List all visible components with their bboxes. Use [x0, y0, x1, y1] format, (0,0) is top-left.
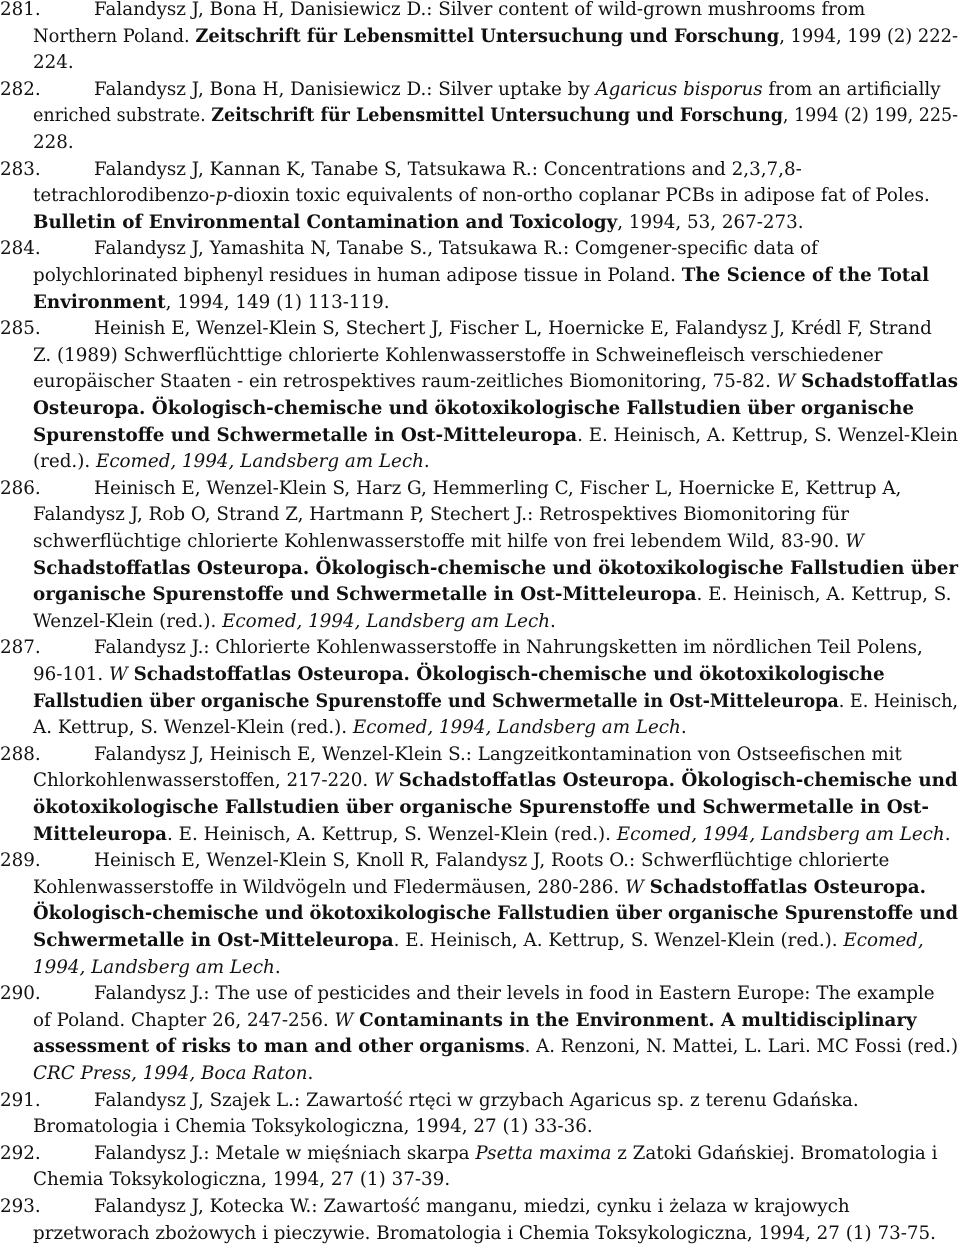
- reference-text: [33, 130, 74, 157]
- reference-line: [0, 316, 958, 343]
- reference-text: [94, 1141, 938, 1168]
- plain-text: Falandysz J, Bona H, Danisiewicz D.: Silver content of wild-grown mushrooms from: [94, 0, 866, 20]
- plain-text: 96-101.: [33, 663, 109, 685]
- plain-text: .: [307, 1062, 314, 1084]
- reference-line: [0, 609, 958, 636]
- reference-number: 287.: [0, 637, 41, 659]
- reference-text: [33, 1008, 917, 1035]
- italic-text: Ecomed, 1994, Landsberg am Lech: [95, 451, 424, 473]
- reference-line: [0, 24, 958, 51]
- plain-text: Falandysz J.: Metale w mięśniach skarpa: [94, 1142, 476, 1164]
- reference-entry: [0, 848, 958, 981]
- bold-text: Contaminants in the Environment. A multidisciplinary: [359, 1009, 917, 1031]
- plain-text: Falandysz J, Kotecka W.: Zawartość manganu, miedzi, cynku i żelaza w krajowych: [94, 1196, 850, 1217]
- reference-text: [33, 50, 74, 77]
- reference-text: [94, 742, 902, 769]
- reference-text: [33, 1221, 936, 1247]
- reference-number: 292.: [0, 1142, 41, 1164]
- reference-text: [94, 848, 889, 875]
- reference-entry: [0, 1194, 958, 1247]
- plain-text: Falandysz J, Kannan K, Tanabe S, Tatsukawa R.: Concentrations and 2,3,7,8-: [94, 158, 802, 180]
- reference-line: [0, 635, 958, 662]
- reference-text: [33, 928, 924, 955]
- plain-text: Bromatologia i Chemia Toksykologiczna, 1994, 27 (1) 33-36.: [33, 1116, 593, 1138]
- reference-text: [94, 77, 941, 104]
- plain-text: europäischer Staaten - ein retrospektives raum-zeitliches Biomonitoring, 75-82.: [33, 371, 777, 393]
- reference-line: [0, 901, 958, 928]
- italic-text: W: [625, 876, 644, 898]
- plain-text: polychlorinated biphenyl residues in human adipose tissue in Poland.: [33, 264, 682, 286]
- plain-text: tetrachlorodibenzo-: [33, 185, 216, 207]
- reference-line: [0, 1167, 958, 1194]
- reference-text: [94, 1194, 850, 1221]
- bold-text: Schadstoffatlas: [801, 371, 958, 393]
- plain-text: Falandysz J, Rob O, Strand Z, Hartmann P, Stechert J.: Retrospektives Biomonitoring für: [33, 504, 850, 526]
- reference-entry: [0, 981, 958, 1087]
- reference-line: [0, 396, 958, 423]
- plain-text: Heinisch E, Wenzel-Klein S, Harz G, Hemmerling C, Fischer L, Hoernicke E, Kettrup A,: [94, 477, 902, 499]
- reference-text: [33, 183, 930, 210]
- plain-text: Falandysz J.: The use of pesticides and their levels in food in Eastern Europe: The example: [94, 983, 935, 1005]
- reference-line: [0, 1114, 958, 1141]
- reference-text: [33, 343, 883, 370]
- reference-entry: [0, 742, 958, 848]
- bold-text: Zeitschrift für Lebensmittel Untersuchung und Forschung: [195, 25, 780, 47]
- bold-text: Environment: [33, 291, 166, 313]
- italic-text: Psetta maxima: [475, 1142, 612, 1164]
- reference-text: [33, 822, 951, 849]
- plain-text: , 1994, 199 (2) 222-: [779, 25, 959, 47]
- reference-text: [33, 1167, 450, 1194]
- italic-text: CRC Press, 1994, Boca Raton: [33, 1062, 308, 1084]
- plain-text: . E. Heinisch, A. Kettrup, S. Wenzel-Klein (red.).: [393, 929, 844, 951]
- reference-text: [33, 1114, 593, 1141]
- bold-text: Schadstoffatlas Osteuropa.: [649, 876, 926, 898]
- reference-number: 285.: [0, 318, 41, 340]
- reference-number: 283.: [0, 158, 41, 180]
- plain-text: from an artificially: [762, 78, 941, 100]
- plain-text: .: [549, 610, 556, 632]
- reference-text: [33, 290, 390, 317]
- plain-text: (red.).: [33, 451, 96, 473]
- reference-entry: [0, 0, 958, 77]
- bold-text: The Science of the Total: [681, 264, 930, 286]
- plain-text: .: [274, 956, 281, 978]
- reference-line: [0, 369, 958, 396]
- reference-line: [0, 210, 958, 237]
- reference-line: [0, 529, 958, 556]
- reference-text: [33, 768, 958, 795]
- italic-text: Ecomed, 1994, Landsberg am Lech: [352, 717, 681, 739]
- reference-text: [33, 502, 849, 529]
- reference-line: [0, 689, 958, 716]
- reference-line: [0, 423, 958, 450]
- reference-entry: [0, 1141, 958, 1194]
- reference-line: [0, 103, 958, 130]
- reference-line: [0, 183, 958, 210]
- reference-entry: [0, 157, 958, 237]
- reference-line: [0, 263, 958, 290]
- plain-text: Z. (1989) Schwerflüchttige chlorierte Kohlenwasserstoffe in Schweinefleisch verschiedener: [33, 344, 883, 366]
- reference-line: [0, 130, 958, 157]
- plain-text: Falandysz J, Bona H, Danisiewicz D.: Silver uptake by: [94, 78, 596, 100]
- bold-text: Bulletin of Environmental Contamination and Toxicology: [33, 211, 618, 233]
- plain-text: Falandysz J, Szajek L.: Zawartość rtęci w grzybach Agaricus sp. z terenu Gdańska.: [94, 1089, 859, 1111]
- reference-text: [33, 556, 958, 583]
- reference-text: [33, 795, 929, 822]
- plain-text: .: [423, 451, 430, 473]
- plain-text: A. Kettrup, S. Wenzel-Klein (red.).: [33, 717, 353, 739]
- reference-text: [33, 103, 958, 130]
- reference-text: [94, 0, 865, 24]
- reference-number: 290.: [0, 983, 41, 1005]
- reference-line: [0, 1088, 958, 1115]
- plain-text: Heinish E, Wenzel-Klein S, Stechert J, Fischer L, Hoernicke E, Falandysz J, Krédl F, Strand: [94, 318, 932, 340]
- bold-text: Zeitschrift für Lebensmittel Untersuchung und Forschung: [211, 105, 783, 127]
- reference-line: [0, 742, 958, 769]
- reference-line: [0, 875, 958, 902]
- plain-text: schwerflüchtige chlorierte Kohlenwasserstoffe mit hilfe von frei lebendem Wild, 83-90.: [33, 530, 846, 552]
- plain-text: .: [680, 717, 687, 739]
- reference-line: [0, 77, 958, 104]
- bold-text: assessment of risks to man and other organisms: [33, 1036, 525, 1058]
- plain-text: przetworach zbożowych i pieczywie. Bromatologia i Chemia Toksykologiczna, 1994, 27 (1) 73-75.: [33, 1222, 936, 1244]
- reference-line: [0, 1061, 958, 1088]
- reference-text: [94, 316, 932, 343]
- italic-text: W: [845, 530, 865, 552]
- reference-line: [0, 50, 958, 77]
- reference-text: [33, 396, 914, 423]
- bold-text: Mitteleuropa: [33, 823, 168, 845]
- reference-entry: [0, 316, 958, 476]
- reference-text: [33, 449, 430, 476]
- bold-text: organische Spurenstoffe und Schwermetalle in Ost-Mitteleuropa: [33, 584, 697, 606]
- bold-text: Schadstoffatlas Osteuropa. Ökologisch-chemische und ökotoxikologische: [133, 663, 885, 685]
- reference-line: [0, 582, 958, 609]
- italic-text: Ecomed, 1994, Landsberg am Lech: [616, 823, 945, 845]
- reference-line: [0, 1008, 958, 1035]
- reference-number: 282.: [0, 78, 41, 100]
- reference-line: [0, 0, 958, 24]
- plain-text: Kohlenwasserstoffe in Wildvögeln und Fledermäusen, 280-286.: [33, 876, 626, 898]
- italic-text: 1994, Landsberg am Lech: [33, 956, 275, 978]
- bold-text: Schwermetalle in Ost-Mitteleuropa: [33, 929, 394, 951]
- plain-text: Falandysz J, Yamashita N, Tanabe S., Tatsukawa R.: Comgener-specific data of: [94, 238, 818, 260]
- reference-text: [33, 423, 958, 450]
- italic-text: W: [108, 663, 128, 685]
- plain-text: . E. Heinisch, A. Kettrup, S. Wenzel-Klein (red.).: [167, 823, 617, 845]
- reference-line: [0, 662, 958, 689]
- plain-text: . E. Heinisch, A. Kettrup, S. Wenzel-Klein: [577, 424, 959, 446]
- reference-line: [0, 449, 958, 476]
- reference-line: [0, 1221, 958, 1247]
- reference-line: [0, 556, 958, 583]
- plain-text: Falandysz J, Heinisch E, Wenzel-Klein S.: Langzeitkontamination von Ostseefischen mit: [94, 743, 902, 765]
- plain-text: . E. Heinisch,: [838, 690, 958, 712]
- reference-text: [33, 955, 281, 982]
- plain-text: Wenzel-Klein (red.).: [33, 610, 223, 632]
- plain-text: -dioxin toxic equivalents of non-ortho coplanar PCBs in adipose fat of Poles.: [227, 185, 930, 207]
- reference-number: 289.: [0, 850, 41, 872]
- reference-line: [0, 981, 958, 1008]
- bold-text: Spurenstoffe und Schwermetalle in Ost-Mitteleuropa: [33, 424, 578, 446]
- reference-line: [0, 715, 958, 742]
- plain-text: Chemia Toksykologiczna, 1994, 27 (1) 37-39.: [33, 1169, 451, 1191]
- reference-line: [0, 157, 958, 184]
- plain-text: , 1994 (2) 199, 225-: [782, 105, 958, 127]
- reference-line: [0, 795, 958, 822]
- reference-number: 291.: [0, 1089, 41, 1111]
- reference-text: [33, 210, 804, 237]
- reference-text: [33, 609, 556, 636]
- reference-line: [0, 343, 958, 370]
- bold-text: Fallstudien über organische Spurenstoffe und Schwermetalle in Ost-Mitteleuropa: [33, 690, 839, 712]
- italic-text: W: [374, 770, 393, 792]
- reference-text: [33, 1061, 313, 1088]
- reference-text: [33, 582, 951, 609]
- italic-text: p: [215, 185, 228, 207]
- reference-text: [33, 263, 929, 290]
- reference-text: [33, 715, 687, 742]
- plain-text: . E. Heinisch, A. Kettrup, S.: [696, 584, 952, 606]
- reference-text: [94, 635, 923, 662]
- plain-text: Northern Poland.: [33, 25, 196, 47]
- reference-line: [0, 1141, 958, 1168]
- italic-text: Ecomed, 1994, Landsberg am Lech: [222, 610, 550, 632]
- reference-text: [94, 476, 901, 503]
- reference-text: [94, 1088, 859, 1115]
- bold-text: Ökologisch-chemische und ökotoxikologische Fallstudien über organische Spurenstoffe und: [33, 903, 958, 925]
- reference-text: [33, 875, 926, 902]
- reference-line: [0, 955, 958, 982]
- reference-line: [0, 822, 958, 849]
- italic-text: Ecomed,: [843, 929, 924, 951]
- reference-line: [0, 290, 958, 317]
- reference-text: [33, 24, 958, 51]
- reference-text: [33, 662, 885, 689]
- plain-text: enriched substrate.: [33, 105, 212, 127]
- reference-text: [33, 529, 864, 556]
- reference-number: 286.: [0, 477, 41, 499]
- bold-text: Osteuropa. Ökologisch-chemische und ökotoxikologische Fallstudien über organische: [33, 397, 914, 419]
- plain-text: z Zatoki Gdańskiej. Bromatologia i: [611, 1142, 938, 1164]
- reference-line: [0, 768, 958, 795]
- plain-text: Chlorkohlenwasserstoffen, 217-220.: [33, 770, 375, 792]
- reference-text: [94, 981, 935, 1008]
- reference-text: [94, 236, 818, 263]
- italic-text: W: [334, 1009, 354, 1031]
- bold-text: ökotoxikologische Fallstudien über organische Spurenstoffe und Schwermetalle in Ost-: [33, 796, 929, 818]
- reference-line: [0, 502, 958, 529]
- plain-text: 224.: [33, 52, 74, 74]
- reference-entry: [0, 476, 958, 636]
- bold-text: Schadstoffatlas Osteuropa. Ökologisch-chemische und: [398, 770, 958, 792]
- plain-text: , 1994, 53, 267-273.: [617, 211, 804, 233]
- reference-line: [0, 476, 958, 503]
- plain-text: of Poland. Chapter 26, 247-256.: [33, 1009, 335, 1031]
- reference-text: [33, 689, 958, 716]
- reference-line: [0, 1034, 958, 1061]
- plain-text: , 1994, 149 (1) 113-119.: [165, 291, 390, 313]
- reference-line: [0, 848, 958, 875]
- plain-text: .: [944, 823, 951, 845]
- reference-entry: [0, 236, 958, 316]
- plain-text: 228.: [33, 131, 74, 153]
- plain-text: . A. Renzoni, N. Mattei, L. Lari. MC Fossi (red.): [524, 1036, 959, 1058]
- reference-line: [0, 236, 958, 263]
- italic-text: W: [776, 371, 796, 393]
- reference-number: 281.: [0, 0, 41, 20]
- italic-text: Agaricus bisporus: [595, 78, 763, 100]
- reference-text: [94, 157, 802, 184]
- reference-line: [0, 1194, 958, 1221]
- plain-text: Heinisch E, Wenzel-Klein S, Knoll R, Falandysz J, Roots O.: Schwerflüchtige chlorierte: [94, 850, 890, 872]
- bold-text: Schadstoffatlas Osteuropa. Ökologisch-chemische und ökotoxikologische Fallstudien über: [33, 557, 959, 579]
- reference-entry: [0, 635, 958, 741]
- reference-line: [0, 928, 958, 955]
- plain-text: Falandysz J.: Chlorierte Kohlenwasserstoffe in Nahrungsketten im nördlichen Teil Polens,: [94, 637, 923, 659]
- reference-text: [33, 369, 958, 396]
- reference-entry: [0, 77, 958, 157]
- reference-entry: [0, 1088, 958, 1141]
- reference-number: 284.: [0, 238, 41, 260]
- reference-number: 293.: [0, 1196, 41, 1217]
- reference-number: 288.: [0, 743, 41, 765]
- reference-text: [33, 901, 958, 928]
- reference-text: [33, 1034, 958, 1061]
